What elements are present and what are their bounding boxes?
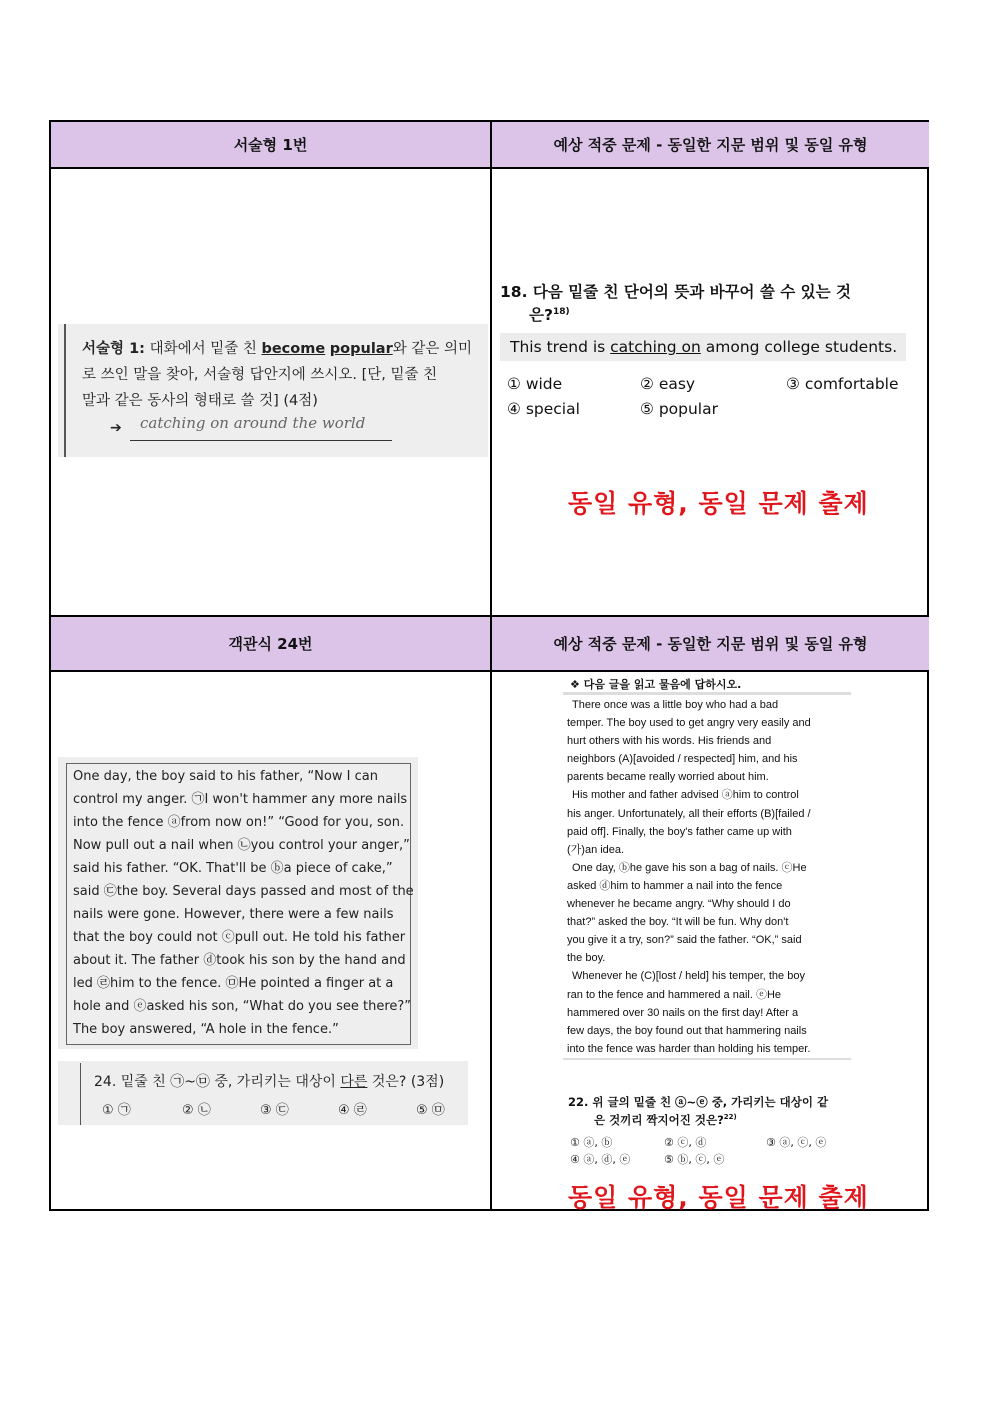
underlined-word: popular	[329, 341, 393, 357]
question-label: 서술형 1:	[82, 341, 145, 357]
prediction-22-passage	[567, 696, 847, 1058]
passage-line: nails were gone. However, there were a few nails	[73, 907, 394, 922]
passage-line: led ㉣him to the fence. ㉤He pointed a finger at a	[73, 976, 394, 991]
question-text: 다음 밑줄 친 단어의 뜻과 바꾸어 쓸 수 있는 것	[532, 283, 851, 301]
option: ② ⓒ, ⓓ	[664, 1135, 707, 1149]
exam-24-question-scan	[58, 1061, 468, 1125]
option: ⑤ ㉤	[416, 1103, 445, 1118]
passage-line: There once was a little boy who had a bad	[572, 699, 779, 711]
row-divider	[51, 670, 927, 672]
option: ② ㉡	[182, 1103, 211, 1118]
passage-line: paid off]. Finally, the boy's father came up with	[567, 825, 792, 838]
passage-line: you give it a try, son?” said the father. “OK,” said	[567, 934, 802, 947]
option: ③ ㉢	[260, 1103, 289, 1118]
passage-line: ran to the fence and hammered a nail. ⓔHe	[567, 988, 782, 1001]
passage-line: asked ⓓhim to hammer a nail into the fence	[567, 879, 783, 892]
exam-1-question: 서술형 1: 대화에서 밑줄 친 become popular와 같은 의미 로 쓰인 말을 찾아, 서술형 답안지에 쓰시오. [단, 밑줄 친 말과 같은 동사의 형태로 쓸 것] (4점)	[82, 341, 473, 409]
passage-line: said ㉢the boy. Several days passed and most of the	[73, 884, 414, 899]
passage-line: the boy.	[567, 952, 606, 965]
passage-rule	[563, 1058, 851, 1060]
passage-line: hammered over 30 nails on the first day! After a	[567, 1006, 799, 1019]
option: ④ ⓐ, ⓓ, ⓔ	[570, 1152, 631, 1166]
passage-line: that the boy could not ⓒpull out. He told his father	[73, 930, 406, 945]
passage-line: neighbors (A)[avoided / respected] him, and his	[567, 753, 798, 766]
passage-line: his anger. Unfortunately, all their efforts (B)[failed /	[567, 807, 811, 820]
verdict-label-2: 동일 유형, 동일 문제 출제	[568, 1183, 869, 1212]
passage-line: (가)an idea.	[567, 843, 625, 856]
passage-line: hurt others with his words. His friends and	[567, 735, 772, 748]
passage-line: temper. The boy used to get angry very easily and	[567, 717, 811, 730]
passage-line: parents became really worried about him.	[567, 771, 769, 784]
passage-line: control my anger. ㉠I won't hammer any more nails	[73, 792, 408, 807]
passage-line: into the fence was harder than holding his temper.	[567, 1042, 811, 1055]
option: ③ comfortable	[786, 375, 899, 394]
passage-line: One day, the boy said to his father, “Now I can	[73, 769, 378, 784]
header-exam-1: 서술형 1번	[51, 122, 490, 167]
passage-line: hole and ⓔasked his son, “What do you see there?”	[73, 999, 412, 1014]
answer-options	[500, 375, 920, 431]
passage-line: One day, ⓑhe gave his son a bag of nails. ⓒHe	[572, 861, 807, 874]
question-number: 18.	[500, 283, 528, 301]
arrow-icon: ➔	[110, 420, 122, 436]
prediction-22: 22. 위 글의 밑줄 친 ⓐ~ⓔ 중, 가리키는 대상이 같 은 것끼리 짝지어진 것은?$^{22)}$ ① ⓐ, ⓑ ② ⓒ, ⓓ ③ ⓐ, ⓒ, ⓔ ④ ⓐ, ⓓ, ⓔ ⑤ ⓑ, ⓒ, ⓔ	[568, 1095, 868, 1170]
option: ② easy	[640, 375, 696, 394]
exam-24-passage	[73, 765, 414, 1041]
option: ⑤ popular	[640, 400, 718, 419]
example-sentence: This trend is catching on among college students.	[500, 333, 906, 361]
passage-line: The boy answered, “A hole in the fence.”	[73, 1022, 339, 1037]
footnote-ref: 22)	[723, 1113, 737, 1121]
row-divider	[51, 167, 927, 169]
underlined-phrase: catching on	[610, 338, 701, 357]
header-exam-24: 객관식 24번	[51, 617, 490, 670]
passage-line: into the fence ⓐfrom now on!” “Good for you, son.	[73, 815, 405, 830]
prediction-18: 18. 다음 밑줄 친 단어의 뜻과 바꾸어 쓸 수 있는 것 은?$^{18)}$ This trend is catching on among college students. ① wide ② easy ③ comfortable ④ special ⑤ popular	[500, 282, 920, 431]
instruction: ❖ 다음 글을 읽고 물음에 답하시오.	[570, 678, 742, 691]
option: ① ⓐ, ⓑ	[570, 1135, 613, 1149]
passage-line: whenever he became angry. “Why should I do	[567, 898, 791, 911]
option: ⑤ ⓑ, ⓒ, ⓔ	[664, 1152, 725, 1166]
option: ③ ⓐ, ⓒ, ⓔ	[766, 1135, 827, 1149]
passage-line: said his father. “OK. That'll be ⓑa piece of cake,”	[73, 861, 393, 876]
exam-1-scan	[58, 324, 488, 457]
passage-line: Whenever he (C)[lost / held] his temper, the boy	[572, 970, 805, 983]
option: ④ special	[507, 400, 580, 419]
underlined-word: become	[261, 341, 326, 357]
passage-line: His mother and father advised ⓐhim to control	[572, 789, 799, 802]
passage-line: about it. The father ⓓtook his son by the hand and	[73, 953, 406, 968]
passage-line: few days, the boy found out that hammering nails	[567, 1024, 807, 1037]
passage-line: Now pull out a nail when ㉡you control your anger,”	[73, 838, 410, 853]
handwritten-answer: catching on around the world	[140, 414, 366, 432]
option: ④ ㉣	[338, 1103, 367, 1118]
header-prediction-2: 예상 적중 문제 - 동일한 지문 범위 및 동일 유형	[492, 617, 929, 670]
option: ① ㉠	[102, 1103, 131, 1118]
answer-options	[568, 1134, 868, 1170]
footnote-ref: 18)	[552, 307, 570, 317]
exam-24-passage-scan	[58, 757, 418, 1049]
header-prediction-1: 예상 적중 문제 - 동일한 지문 범위 및 동일 유형	[492, 122, 929, 167]
scan-margin-line	[64, 324, 66, 457]
answer-line	[130, 440, 392, 441]
option: ① wide	[507, 375, 563, 394]
exam-24-question: 24. 밑줄 친 ㉠~㉤ 중, 가리키는 대상이 다른 것은? (3점)	[94, 1074, 445, 1090]
instruction-rule	[563, 692, 851, 695]
passage-line: that?” asked the boy. “It will be fun. Why don't	[567, 916, 789, 929]
verdict-label-1: 동일 유형, 동일 문제 출제	[568, 489, 869, 518]
